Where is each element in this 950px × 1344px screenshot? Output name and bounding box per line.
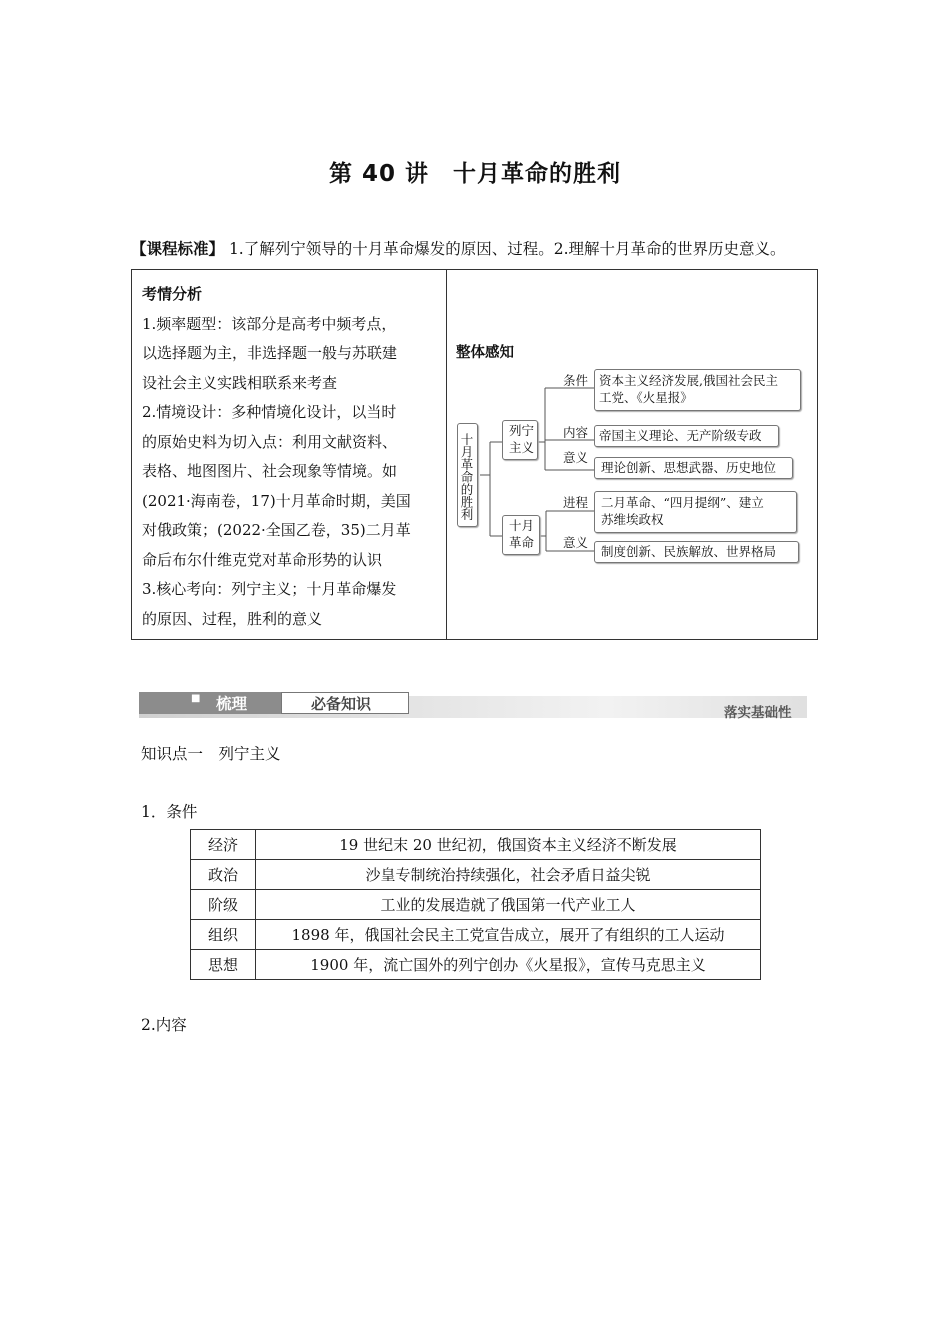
banner-right-label: 落实基础性	[724, 705, 792, 721]
table-key: 经济	[191, 830, 256, 860]
section-banner	[139, 690, 807, 720]
content-line: 制度创新、民族解放、世界格局	[601, 544, 777, 559]
content-line: 帝国主义理论、无产阶级专政	[599, 428, 762, 443]
table-value: 19 世纪末 20 世纪初，俄国资本主义经济不断发展	[256, 830, 761, 860]
knowledge-point-title: 知识点一 列宁主义	[141, 745, 281, 763]
analysis-line: (2021·海南卷，17)十月革命时期，美国	[142, 491, 411, 510]
analysis-line: 的原始史料为切入点：利用文献资料、	[142, 432, 398, 451]
table-row	[191, 890, 761, 920]
table-key: 组织	[191, 920, 256, 950]
analysis-line: 的原因、过程，胜利的意义	[142, 609, 323, 628]
content-line: 工党、《火星报》	[599, 390, 693, 405]
curriculum-text: 1.了解列宁领导的十月革命爆发的原因、过程。2.理解十月革命的世界历史意义。	[224, 240, 786, 258]
key-significance: 意义	[563, 450, 589, 465]
table-value: 工业的发展造就了俄国第一代产业工人	[256, 890, 761, 920]
content-line: 资本主义经济发展,俄国社会民主	[599, 373, 778, 388]
mindmap	[447, 270, 818, 640]
content-line: 二月革命、“四月提纲”、建立	[601, 495, 764, 510]
curriculum-standard	[131, 237, 831, 259]
analysis-heading: 考情分析	[142, 285, 203, 303]
analysis-line: 2.情境设计：多种情境化设计，以当时	[142, 403, 397, 421]
branch-label: 主义	[509, 440, 535, 455]
curriculum-label: 【课程标准】	[131, 240, 225, 258]
banner-middle-label: 必备知识	[311, 695, 372, 713]
key-significance: 意义	[563, 535, 589, 550]
mindmap-title: 整体感知	[456, 345, 514, 361]
banner-dark-block	[139, 692, 281, 714]
analysis-line: 对俄政策；(2022·全国乙卷，35)二月革	[142, 521, 411, 539]
section2-title: 2.内容	[141, 1016, 187, 1034]
analysis-line: 命后布尔什维克党对革命形势的认识	[142, 550, 383, 569]
key-condition: 条件	[563, 373, 589, 388]
branch-october-revolution	[502, 515, 540, 555]
content-condition-box	[594, 369, 801, 411]
analysis-line: 设社会主义实践相联系来考查	[142, 373, 338, 392]
content-line: 理论创新、思想武器、历史地位	[601, 460, 777, 475]
table-row	[191, 860, 761, 890]
section1-title: 1．条件	[141, 803, 198, 821]
analysis-line: 1.频率题型：该部分是高考中频考点，	[142, 314, 397, 333]
content-content-box	[594, 425, 779, 447]
content-significance-box	[594, 457, 793, 479]
table-row	[191, 830, 761, 860]
banner-left-label: 梳理	[216, 695, 248, 713]
table-row	[191, 950, 761, 980]
content-process-box	[594, 491, 797, 533]
analysis-line: 以选择题为主，非选择题一般与苏联建	[142, 344, 398, 362]
content-line: 苏维埃政权	[601, 512, 664, 527]
exam-analysis	[142, 280, 432, 634]
overview-box	[131, 269, 818, 640]
table-value: 1900 年，流亡国外的列宁创办《火星报》，宣传马克思主义	[256, 950, 761, 980]
table-key: 阶级	[191, 890, 256, 920]
key-process: 进程	[563, 495, 589, 510]
content-significance2-box	[594, 541, 799, 563]
analysis-line: 表格、地图图片、社会现象等情境。如	[142, 462, 398, 480]
branch-leninism	[502, 420, 538, 460]
table-value: 沙皇专制统治持续强化，社会矛盾日益尖锐	[256, 860, 761, 890]
table-key: 政治	[191, 860, 256, 890]
branch-label: 列宁	[509, 423, 535, 438]
table-key: 思想	[191, 950, 256, 980]
branch-label: 十月	[509, 518, 535, 533]
mindmap-root: 十月革命的胜利	[457, 423, 478, 527]
branch-label: 革命	[509, 535, 535, 550]
analysis-line: 3.核心考向：列宁主义；十月革命爆发	[142, 580, 397, 598]
table-value: 1898 年，俄国社会民主工党宣告成立，展开了有组织的工人运动	[256, 920, 761, 950]
lecture-title: 第 40 讲 十月革命的胜利	[328, 161, 622, 187]
banner-marker-icon: ■	[191, 693, 201, 704]
key-content: 内容	[563, 425, 589, 440]
conditions-table	[190, 829, 761, 980]
table-row	[191, 920, 761, 950]
